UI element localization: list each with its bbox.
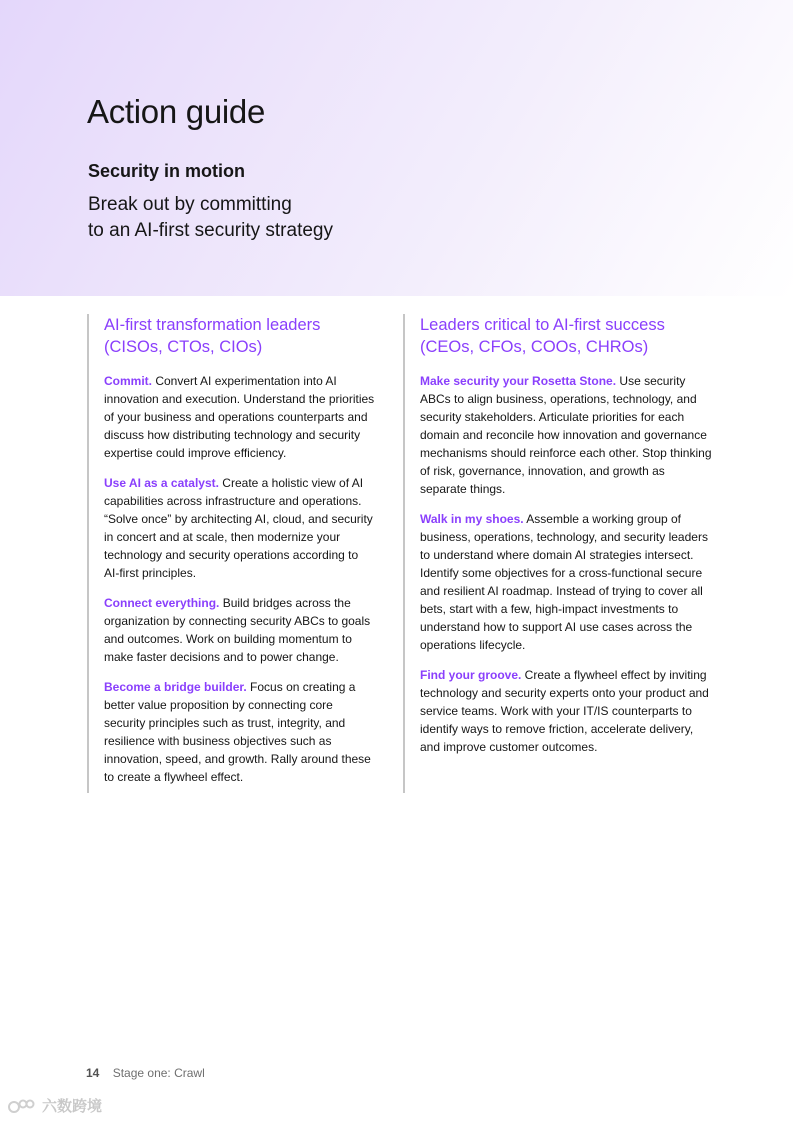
left-heading-line-2: (CISOs, CTOs, CIOs) <box>104 338 263 356</box>
paragraph-body: Assemble a working group of business, operations, technology, and security leaders to understand where domain AI strategies intersect. Identify some objectives for a cross-functional secure and resilient AI roadmap. Instead of trying to cover all bets, start with a few, high-impact investments to understand how to support AI use cases across the operations lifecycle. <box>420 512 708 652</box>
left-column <box>87 314 376 793</box>
paragraph-rosetta-stone <box>420 372 713 498</box>
paragraph-body: Create a holistic view of AI capabilities across infrastructure and operations. “Solve once” by architecting AI, cloud, and security in concert and at scale, then modernize your technology and security operations according to AI-first principles. <box>104 476 373 580</box>
page-number: 14 <box>86 1066 100 1080</box>
watermark-text: 六数跨境 <box>42 1098 103 1115</box>
page-footer <box>86 1066 205 1080</box>
paragraph-walk-in-my-shoes <box>420 510 713 654</box>
paragraph-lead: Commit. <box>104 374 152 388</box>
right-heading-line-2: (CEOs, CFOs, COOs, CHROs) <box>420 338 649 356</box>
paragraph-commit <box>104 372 376 462</box>
footer-section-label: Stage one: Crawl <box>112 1066 205 1080</box>
paragraph-body: Focus on creating a better value proposition by connecting core security principles such as trust, integrity, and resilience with business objectives such as innovation, speed, and growth. Rally around these to create a flywheel effect. <box>104 680 371 784</box>
left-column-heading <box>104 314 376 358</box>
right-column <box>403 314 713 793</box>
paragraph-lead: Make security your Rosetta Stone. <box>420 374 617 388</box>
page-tagline <box>88 192 333 244</box>
tagline-line-1: Break out by committing <box>88 194 292 215</box>
left-heading-line-1: AI-first transformation leaders <box>104 316 321 334</box>
paragraph-body: Build bridges across the organization by connecting security ABCs to goals and outcomes. Work on building momentum to make faster decisions and to power change. <box>104 596 371 664</box>
paragraph-lead: Connect everything. <box>104 596 220 610</box>
watermark <box>8 1095 102 1116</box>
page-subtitle: Security in motion <box>88 161 246 181</box>
paragraph-lead: Become a bridge builder. <box>104 680 247 694</box>
right-heading-line-1: Leaders critical to AI-first success <box>420 316 665 334</box>
paragraph-bridge-builder <box>104 678 376 786</box>
paragraph-lead: Walk in my shoes. <box>420 512 524 526</box>
paragraph-body: Convert AI experimentation into AI innovation and execution. Understand the priorities of your business and operations counterparts and discuss how distributing technology and security expertise could improve efficiency. <box>104 374 375 460</box>
tagline-line-2: to an AI-first security strategy <box>88 220 333 241</box>
paragraph-body: Use security ABCs to align business, operations, technology, and security stakeholders. Articulate priorities for each domain and reconcile how innovation and governance mechanisms should reinforce each other. Stop thinking of risk, governance, innovation, and growth as separate things. <box>420 374 712 496</box>
paragraph-lead: Use AI as a catalyst. <box>104 476 219 490</box>
paragraph-lead: Find your groove. <box>420 668 522 682</box>
paragraph-use-ai-as-catalyst <box>104 474 376 582</box>
right-column-heading <box>420 314 713 358</box>
header-banner <box>0 0 793 296</box>
watermark-logo-icon <box>8 1098 36 1114</box>
page-title: Action guide <box>87 93 266 130</box>
paragraph-body: Create a flywheel effect by inviting technology and security experts onto your product and service teams. Work with your IT/IS counterparts to identify ways to remove friction, accelerate delivery, and improve customer outcomes. <box>420 668 709 754</box>
paragraph-connect-everything <box>104 594 376 666</box>
paragraph-find-your-groove <box>420 666 713 756</box>
